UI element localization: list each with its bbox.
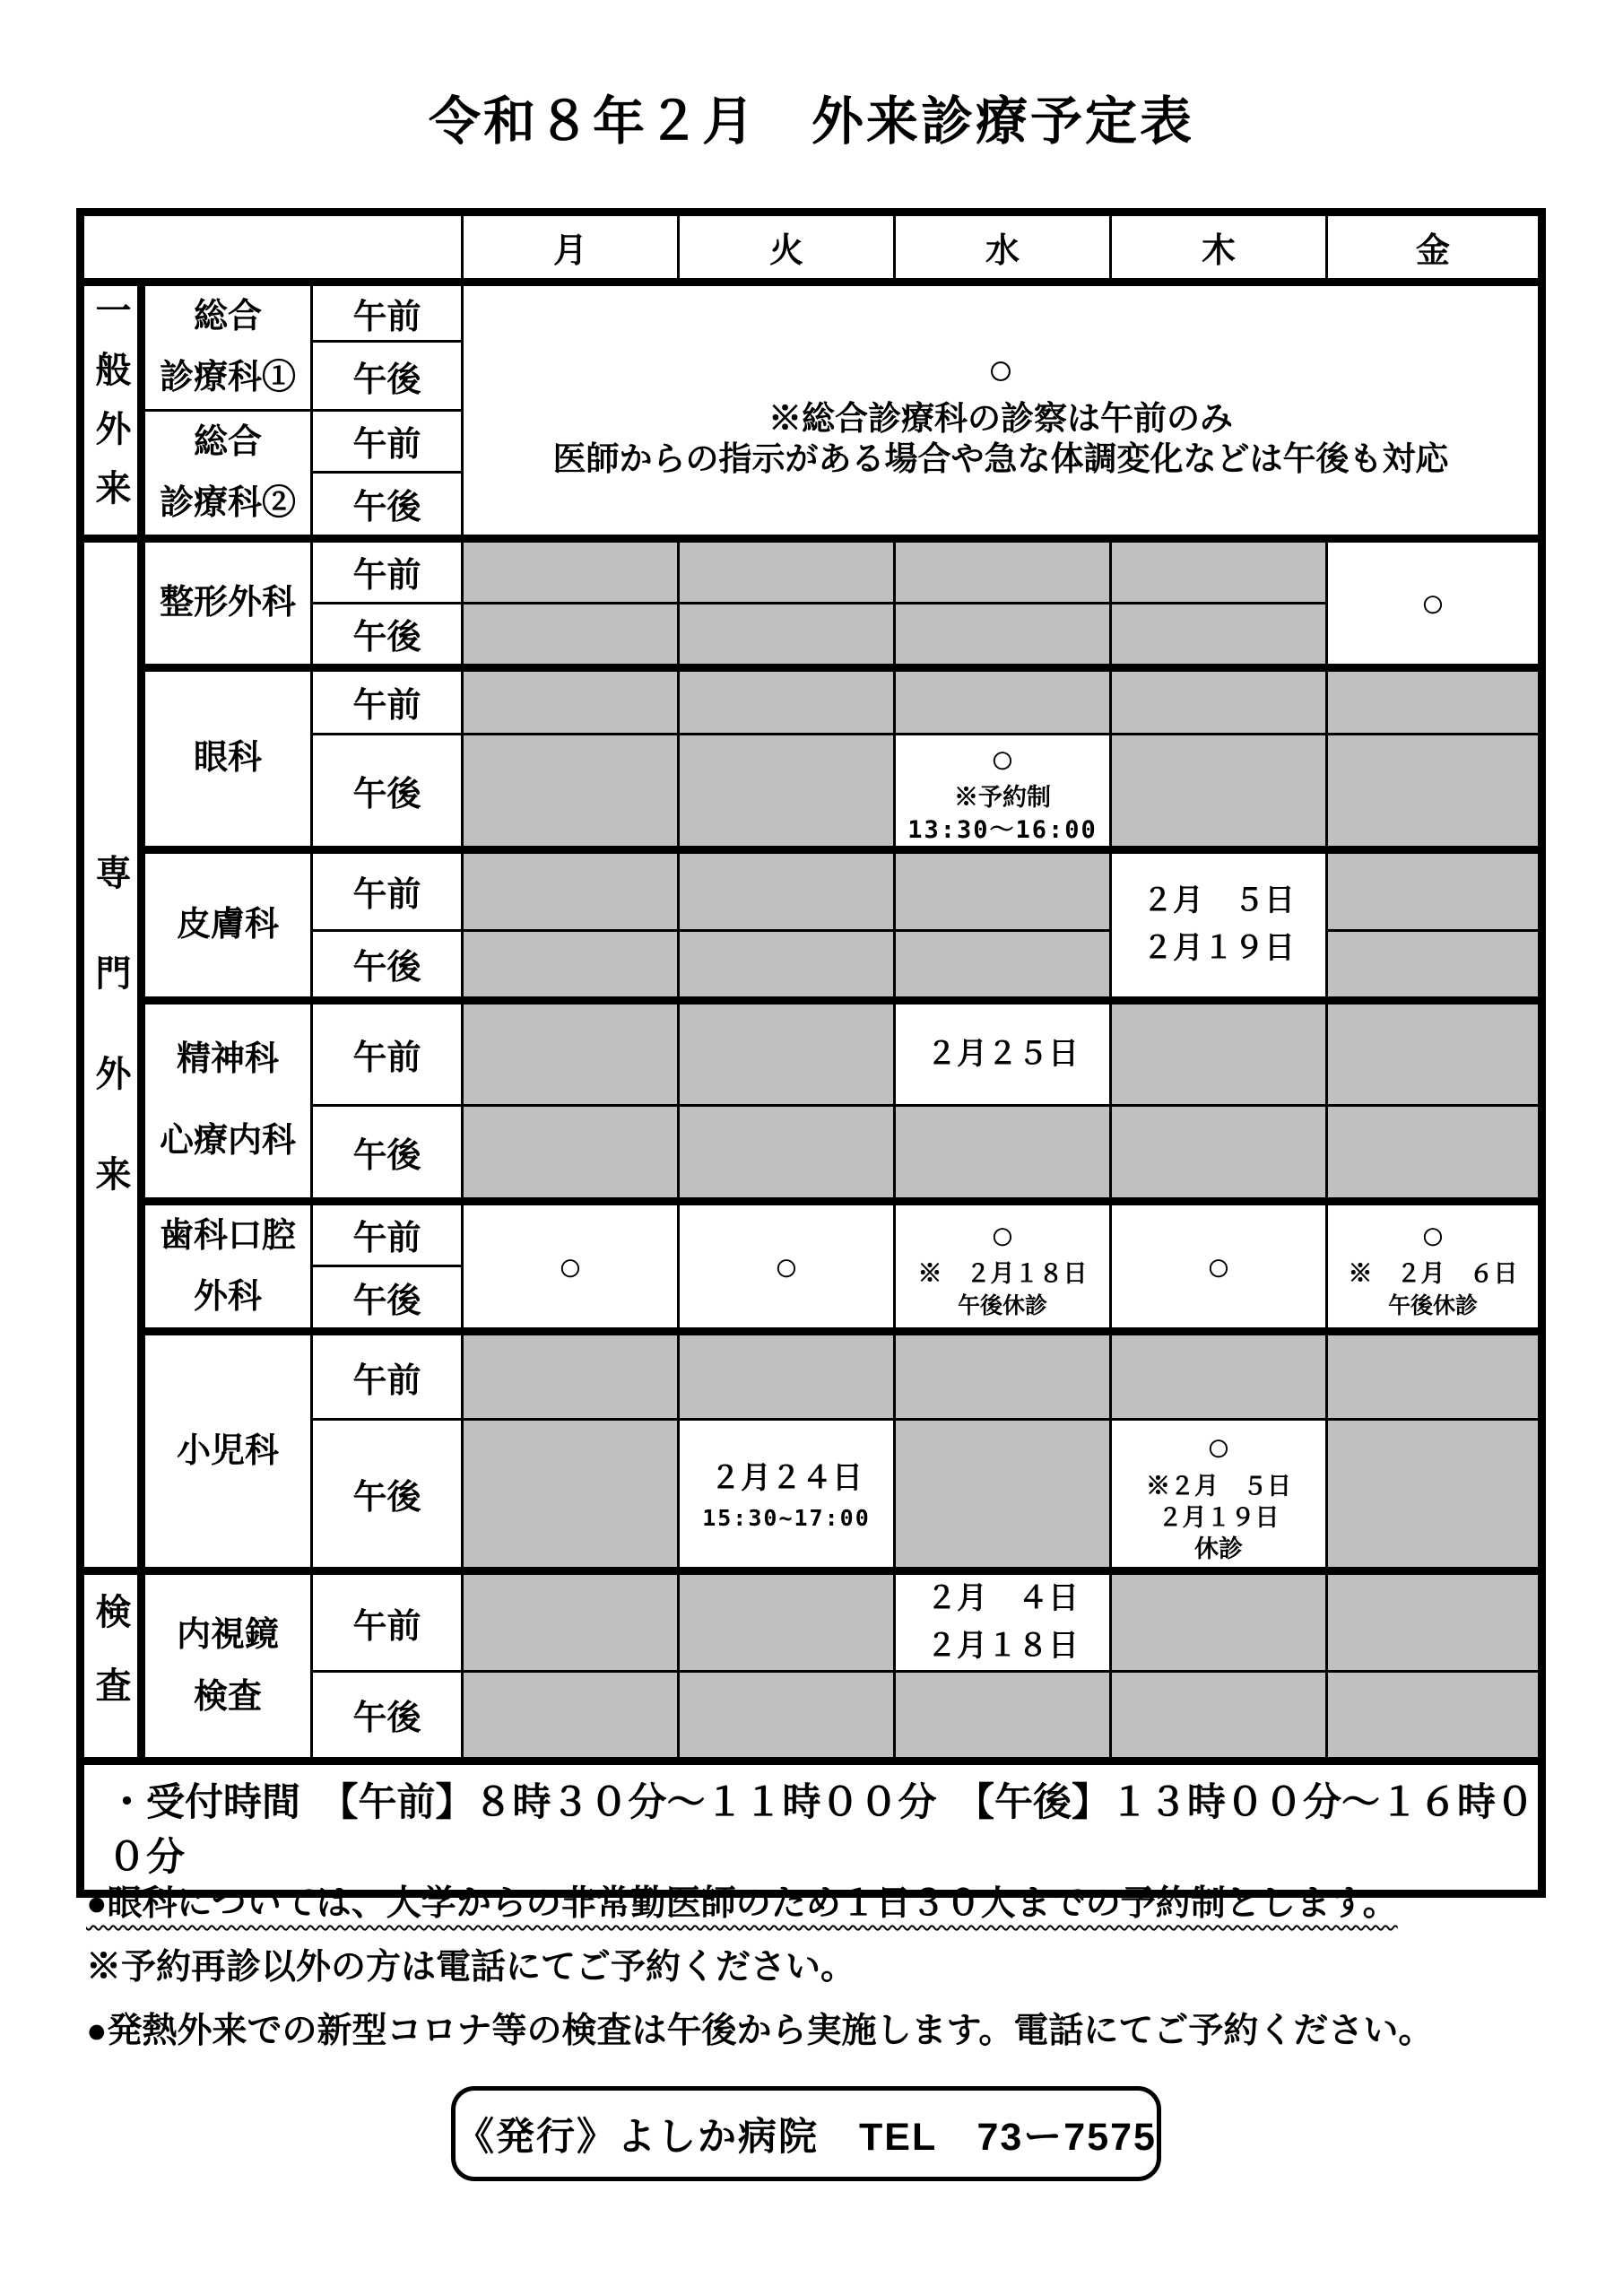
pedia-am-label: 午前 bbox=[312, 1332, 463, 1420]
closed-cell bbox=[1111, 1105, 1327, 1201]
closed-cell bbox=[1111, 538, 1327, 603]
general2-pm-label: 午後 bbox=[312, 473, 463, 538]
day-header-thu: 木 bbox=[1111, 213, 1327, 283]
dental-tue-cell: ○ bbox=[679, 1201, 895, 1332]
pedia-am-row bbox=[81, 1332, 1542, 1420]
general1-am-label: 午前 bbox=[312, 283, 463, 342]
general-notice-line2: 医師からの指示がある場合や急な体調変化などは午後も対応 bbox=[552, 439, 1449, 477]
eye-pm-label: 午後 bbox=[312, 734, 463, 849]
derma-am-label: 午前 bbox=[312, 849, 463, 930]
closed-cell bbox=[679, 1000, 895, 1105]
closed-cell bbox=[1327, 930, 1542, 1000]
reception-row bbox=[81, 1761, 1542, 1893]
closed-cell bbox=[1111, 1332, 1327, 1420]
day-header-tue: 火 bbox=[679, 213, 895, 283]
group-label-general: 一般外来 bbox=[81, 283, 142, 539]
reception-hours: ・受付時間 【午前】８時３０分～１１時００分 【午後】１３時００分～１６時００分 bbox=[81, 1761, 1542, 1893]
closed-cell bbox=[1327, 1420, 1542, 1571]
dental-wed-cell: ○ ※ ２月１８日 午後休診 bbox=[895, 1201, 1111, 1332]
eye-am-row bbox=[81, 667, 1542, 734]
derma-thu-cell: ２月 ５日 ２月１９日 bbox=[1111, 849, 1327, 1000]
closed-cell bbox=[895, 603, 1111, 667]
closed-cell bbox=[1111, 734, 1327, 849]
dept-derma: 皮膚科 bbox=[142, 849, 312, 1000]
closed-cell bbox=[463, 849, 679, 930]
ortho-am-row bbox=[81, 538, 1542, 603]
pedia-pm-label: 午後 bbox=[312, 1420, 463, 1571]
closed-cell bbox=[463, 1420, 679, 1571]
closed-cell bbox=[463, 603, 679, 667]
closed-cell bbox=[679, 1671, 895, 1761]
dental-thu-cell: ○ bbox=[1111, 1201, 1327, 1332]
psych-wed-am-cell: ２月２５日 bbox=[895, 1000, 1111, 1105]
closed-cell bbox=[895, 1671, 1111, 1761]
eye-wed-pm-cell bbox=[895, 734, 1111, 849]
eye-open-mark: ○ bbox=[990, 735, 1015, 782]
psych-pm-label: 午後 bbox=[312, 1105, 463, 1201]
closed-cell bbox=[895, 1105, 1111, 1201]
closed-cell bbox=[463, 538, 679, 603]
dental-mon-cell: ○ bbox=[463, 1201, 679, 1332]
endo-wed-am-cell: ２月 ４日 ２月１８日 bbox=[895, 1571, 1111, 1671]
ortho-am-label: 午前 bbox=[312, 538, 463, 603]
dept-ortho: 整形外科 bbox=[142, 538, 312, 667]
page-title: 令和８年２月 外来診療予定表 bbox=[428, 92, 1194, 151]
derma-am-row bbox=[81, 849, 1542, 930]
dept-dental: 歯科口腔 外科 bbox=[142, 1201, 312, 1332]
day-header-wed: 水 bbox=[895, 213, 1111, 283]
closed-cell bbox=[1111, 667, 1327, 734]
closed-cell bbox=[895, 667, 1111, 734]
closed-cell bbox=[463, 1000, 679, 1105]
general1-am-row bbox=[81, 283, 1542, 342]
header-blank-cell bbox=[81, 213, 463, 283]
outpatient-schedule-table bbox=[76, 208, 1546, 1898]
general2-am-label: 午前 bbox=[312, 410, 463, 472]
closed-cell bbox=[1327, 1671, 1542, 1761]
closed-cell bbox=[895, 1420, 1111, 1571]
closed-cell bbox=[895, 538, 1111, 603]
closed-cell bbox=[1111, 1571, 1327, 1671]
psych-am-label: 午前 bbox=[312, 1000, 463, 1105]
closed-cell bbox=[1327, 1000, 1542, 1105]
dept-psych: 精神科 心療内科 bbox=[142, 1000, 312, 1201]
closed-cell bbox=[679, 538, 895, 603]
closed-cell bbox=[679, 1332, 895, 1420]
dept-pedia: 小児科 bbox=[142, 1332, 312, 1571]
group-label-exam: 検査 bbox=[81, 1571, 142, 1761]
closed-cell bbox=[679, 849, 895, 930]
closed-cell bbox=[895, 849, 1111, 930]
closed-cell bbox=[895, 930, 1111, 1000]
closed-cell bbox=[463, 1671, 679, 1761]
closed-cell bbox=[1111, 1000, 1327, 1105]
closed-cell bbox=[679, 1105, 895, 1201]
publisher-box: 《発行》よしか病院 TEL 73ー7575 bbox=[451, 2086, 1161, 2181]
closed-cell bbox=[679, 734, 895, 849]
dental-am-row bbox=[81, 1201, 1542, 1265]
general-open-mark: ○ bbox=[986, 344, 1015, 396]
closed-cell bbox=[1327, 734, 1542, 849]
header-row bbox=[81, 213, 1542, 283]
closed-cell bbox=[1327, 1332, 1542, 1420]
dept-eye: 眼科 bbox=[142, 667, 312, 849]
closed-cell bbox=[1327, 849, 1542, 930]
dept-general2: 総合 診療科② bbox=[142, 410, 312, 538]
closed-cell bbox=[463, 930, 679, 1000]
ortho-pm-label: 午後 bbox=[312, 603, 463, 667]
dept-general1: 総合 診療科① bbox=[142, 283, 312, 411]
psych-am-row bbox=[81, 1000, 1542, 1105]
note-eye-reservation: ●眼科については、大学からの非常勤医師のため１日３０人までの予約制とします。 bbox=[86, 1884, 1398, 1923]
closed-cell bbox=[463, 1571, 679, 1671]
closed-cell bbox=[679, 1571, 895, 1671]
footer-notes bbox=[86, 1882, 1433, 2073]
closed-cell bbox=[1111, 1671, 1327, 1761]
day-header-mon: 月 bbox=[463, 213, 679, 283]
closed-cell bbox=[679, 667, 895, 734]
closed-cell bbox=[463, 1332, 679, 1420]
eye-reservation-note: ※予約制 bbox=[954, 784, 1051, 812]
dept-endo: 内視鏡 検査 bbox=[142, 1571, 312, 1761]
pedia-tue-pm-cell: ２月２４日 15:30~17:00 bbox=[679, 1420, 895, 1571]
general-notice-line1: ※総合診療科の診察は午前のみ bbox=[768, 400, 1233, 438]
closed-cell bbox=[1327, 1571, 1542, 1671]
closed-cell bbox=[679, 930, 895, 1000]
note-phone-reservation: ※予約再診以外の方は電話にてご予約ください。 bbox=[86, 1948, 856, 1987]
closed-cell bbox=[679, 603, 895, 667]
closed-cell bbox=[463, 667, 679, 734]
endo-pm-label: 午後 bbox=[312, 1671, 463, 1761]
closed-cell bbox=[1111, 603, 1327, 667]
closed-cell bbox=[463, 734, 679, 849]
day-header-fri: 金 bbox=[1327, 213, 1542, 283]
closed-cell bbox=[1327, 667, 1542, 734]
general1-pm-label: 午後 bbox=[312, 342, 463, 410]
dental-am-label: 午前 bbox=[312, 1201, 463, 1265]
endo-am-label: 午前 bbox=[312, 1571, 463, 1671]
note-fever-clinic: ●発熱外来での新型コロナ等の検査は午後から実施します。電話にてご予約ください。 bbox=[86, 2012, 1434, 2050]
derma-pm-label: 午後 bbox=[312, 930, 463, 1000]
endo-am-row bbox=[81, 1571, 1542, 1671]
pedia-thu-pm-cell: ○ ※２月 ５日 ２月１９日 休診 bbox=[1111, 1420, 1327, 1571]
ortho-fri-cell: ○ bbox=[1327, 538, 1542, 667]
dental-pm-label: 午後 bbox=[312, 1265, 463, 1331]
closed-cell bbox=[895, 1332, 1111, 1420]
general-notice-cell bbox=[463, 283, 1542, 539]
eye-am-label: 午前 bbox=[312, 667, 463, 734]
group-label-specialist: 専門外来 bbox=[81, 538, 142, 1571]
closed-cell bbox=[1327, 1105, 1542, 1201]
eye-reservation-time: 13:30～16:00 bbox=[907, 815, 1098, 844]
closed-cell bbox=[463, 1105, 679, 1201]
dental-fri-cell: ○ ※ ２月 ６日 午後休診 bbox=[1327, 1201, 1542, 1332]
